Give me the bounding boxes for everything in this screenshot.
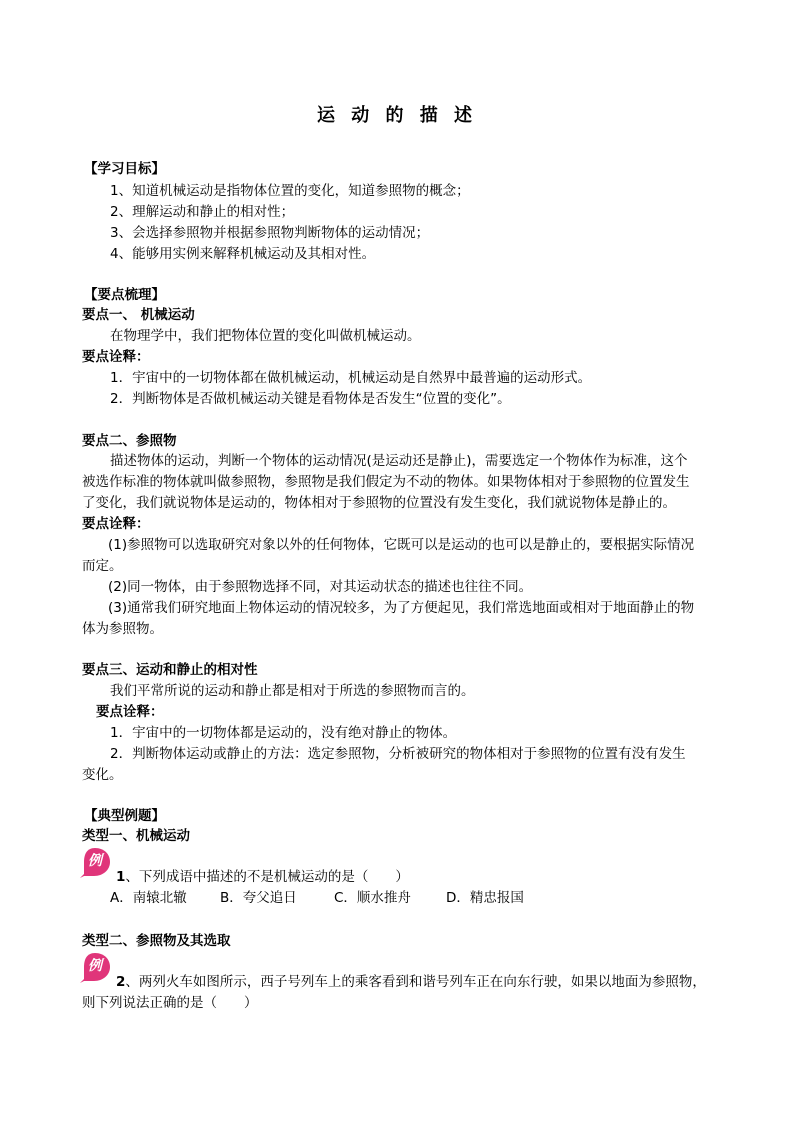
keypoint-3-heading: 要点三、运动和静止的相对性 [82, 662, 258, 678]
keypoint-1-note: 2．判断物体是否做机械运动关键是看物体是否发生“位置的变化”。 [110, 391, 511, 407]
keypoint-2-note-label: 要点诠释： [82, 516, 150, 532]
objective-item: 3、会选择参照物并根据参照物判断物体的运动情况； [110, 225, 430, 241]
objectives-heading: 【学习目标】 [84, 161, 165, 177]
objective-item: 4、能够用实例来解释机械运动及其相对性。 [110, 246, 376, 262]
example-badge-label: 例 [88, 958, 102, 974]
option-c: C．顺水推舟 [334, 890, 411, 906]
question-1-text: 、下列成语中描述的不是机械运动的是（ ） [125, 869, 409, 885]
keypoint-2-heading: 要点二、参照物 [82, 433, 177, 449]
type-1-heading: 类型一、机械运动 [82, 828, 190, 844]
example-badge [80, 846, 114, 878]
objective-item: 1、知道机械运动是指物体位置的变化，知道参照物的概念； [110, 183, 470, 199]
example-badge [80, 951, 114, 983]
type-2-heading: 类型二、参照物及其选取 [82, 933, 231, 949]
question-2-number: 2 [116, 974, 126, 990]
keypoint-2-note: 而定。 [82, 558, 123, 574]
option-a: A．南辕北辙 [110, 890, 187, 906]
question-2-continued: 则下列说法正确的是（ ） [82, 995, 258, 1011]
option-b: B．夸父追日 [220, 890, 297, 906]
example-badge-label: 例 [88, 853, 102, 869]
keypoint-1-heading: 要点一、 机械运动 [82, 307, 195, 323]
keypoint-2-note: (3)通常我们研究地面上物体运动的情况较多，为了方便起见，我们常选地面或相对于地面静止的物 [108, 600, 695, 616]
keypoint-3-note: 1．宇宙中的一切物体都是运动的，没有绝对静止的物体。 [110, 725, 457, 741]
keypoint-2-note: 体为参照物。 [82, 621, 163, 637]
question-2 [116, 972, 706, 992]
keypoint-2-para: 描述物体的运动，判断一个物体的运动情况(是运动还是静止)，需要选定一个物体作为标准，这个 [110, 453, 688, 469]
option-d: D．精忠报国 [446, 890, 524, 906]
question-2-text: 、两列火车如图所示，西子号列车上的乘客看到和谐号列车正在向东行驶，如果以地面为参照物， [125, 974, 706, 990]
keypoint-3-note: 2．判断物体运动或静止的方法：选定参照物，分析被研究的物体相对于参照物的位置有没有发生 [110, 746, 686, 762]
keypoints-heading: 【要点梳理】 [84, 287, 165, 303]
page-title: 运 动 的 描 述 [316, 105, 478, 126]
question-1 [116, 867, 409, 887]
objective-item: 2、理解运动和静止的相对性； [110, 204, 295, 220]
keypoint-1-note: 1．宇宙中的一切物体都在做机械运动，机械运动是自然界中最普遍的运动形式。 [110, 370, 592, 386]
keypoint-3-text: 我们平常所说的运动和静止都是相对于所选的参照物而言的。 [110, 683, 475, 699]
question-1-number: 1 [116, 869, 126, 885]
keypoint-2-para: 了变化，我们就说物体是运动的，物体相对于参照物的位置没有发生变化，我们就说物体是静止的。 [82, 495, 676, 511]
keypoint-2-note: (1)参照物可以选取研究对象以外的任何物体，它既可以是运动的也可以是静止的，要根据实际情况 [108, 537, 695, 553]
examples-heading: 【典型例题】 [84, 808, 165, 824]
keypoint-1-text: 在物理学中，我们把物体位置的变化叫做机械运动。 [110, 328, 421, 344]
keypoint-3-note-label: 要点诠释： [96, 704, 164, 720]
keypoint-2-para: 被选作标准的物体就叫做参照物，参照物是我们假定为不动的物体。如果物体相对于参照物的位置发生 [82, 474, 690, 490]
keypoint-3-note: 变化。 [82, 767, 123, 783]
keypoint-2-note: (2)同一物体，由于参照物选择不同，对其运动状态的描述也往往不同。 [108, 579, 533, 595]
keypoint-1-note-label: 要点诠释： [82, 349, 150, 365]
